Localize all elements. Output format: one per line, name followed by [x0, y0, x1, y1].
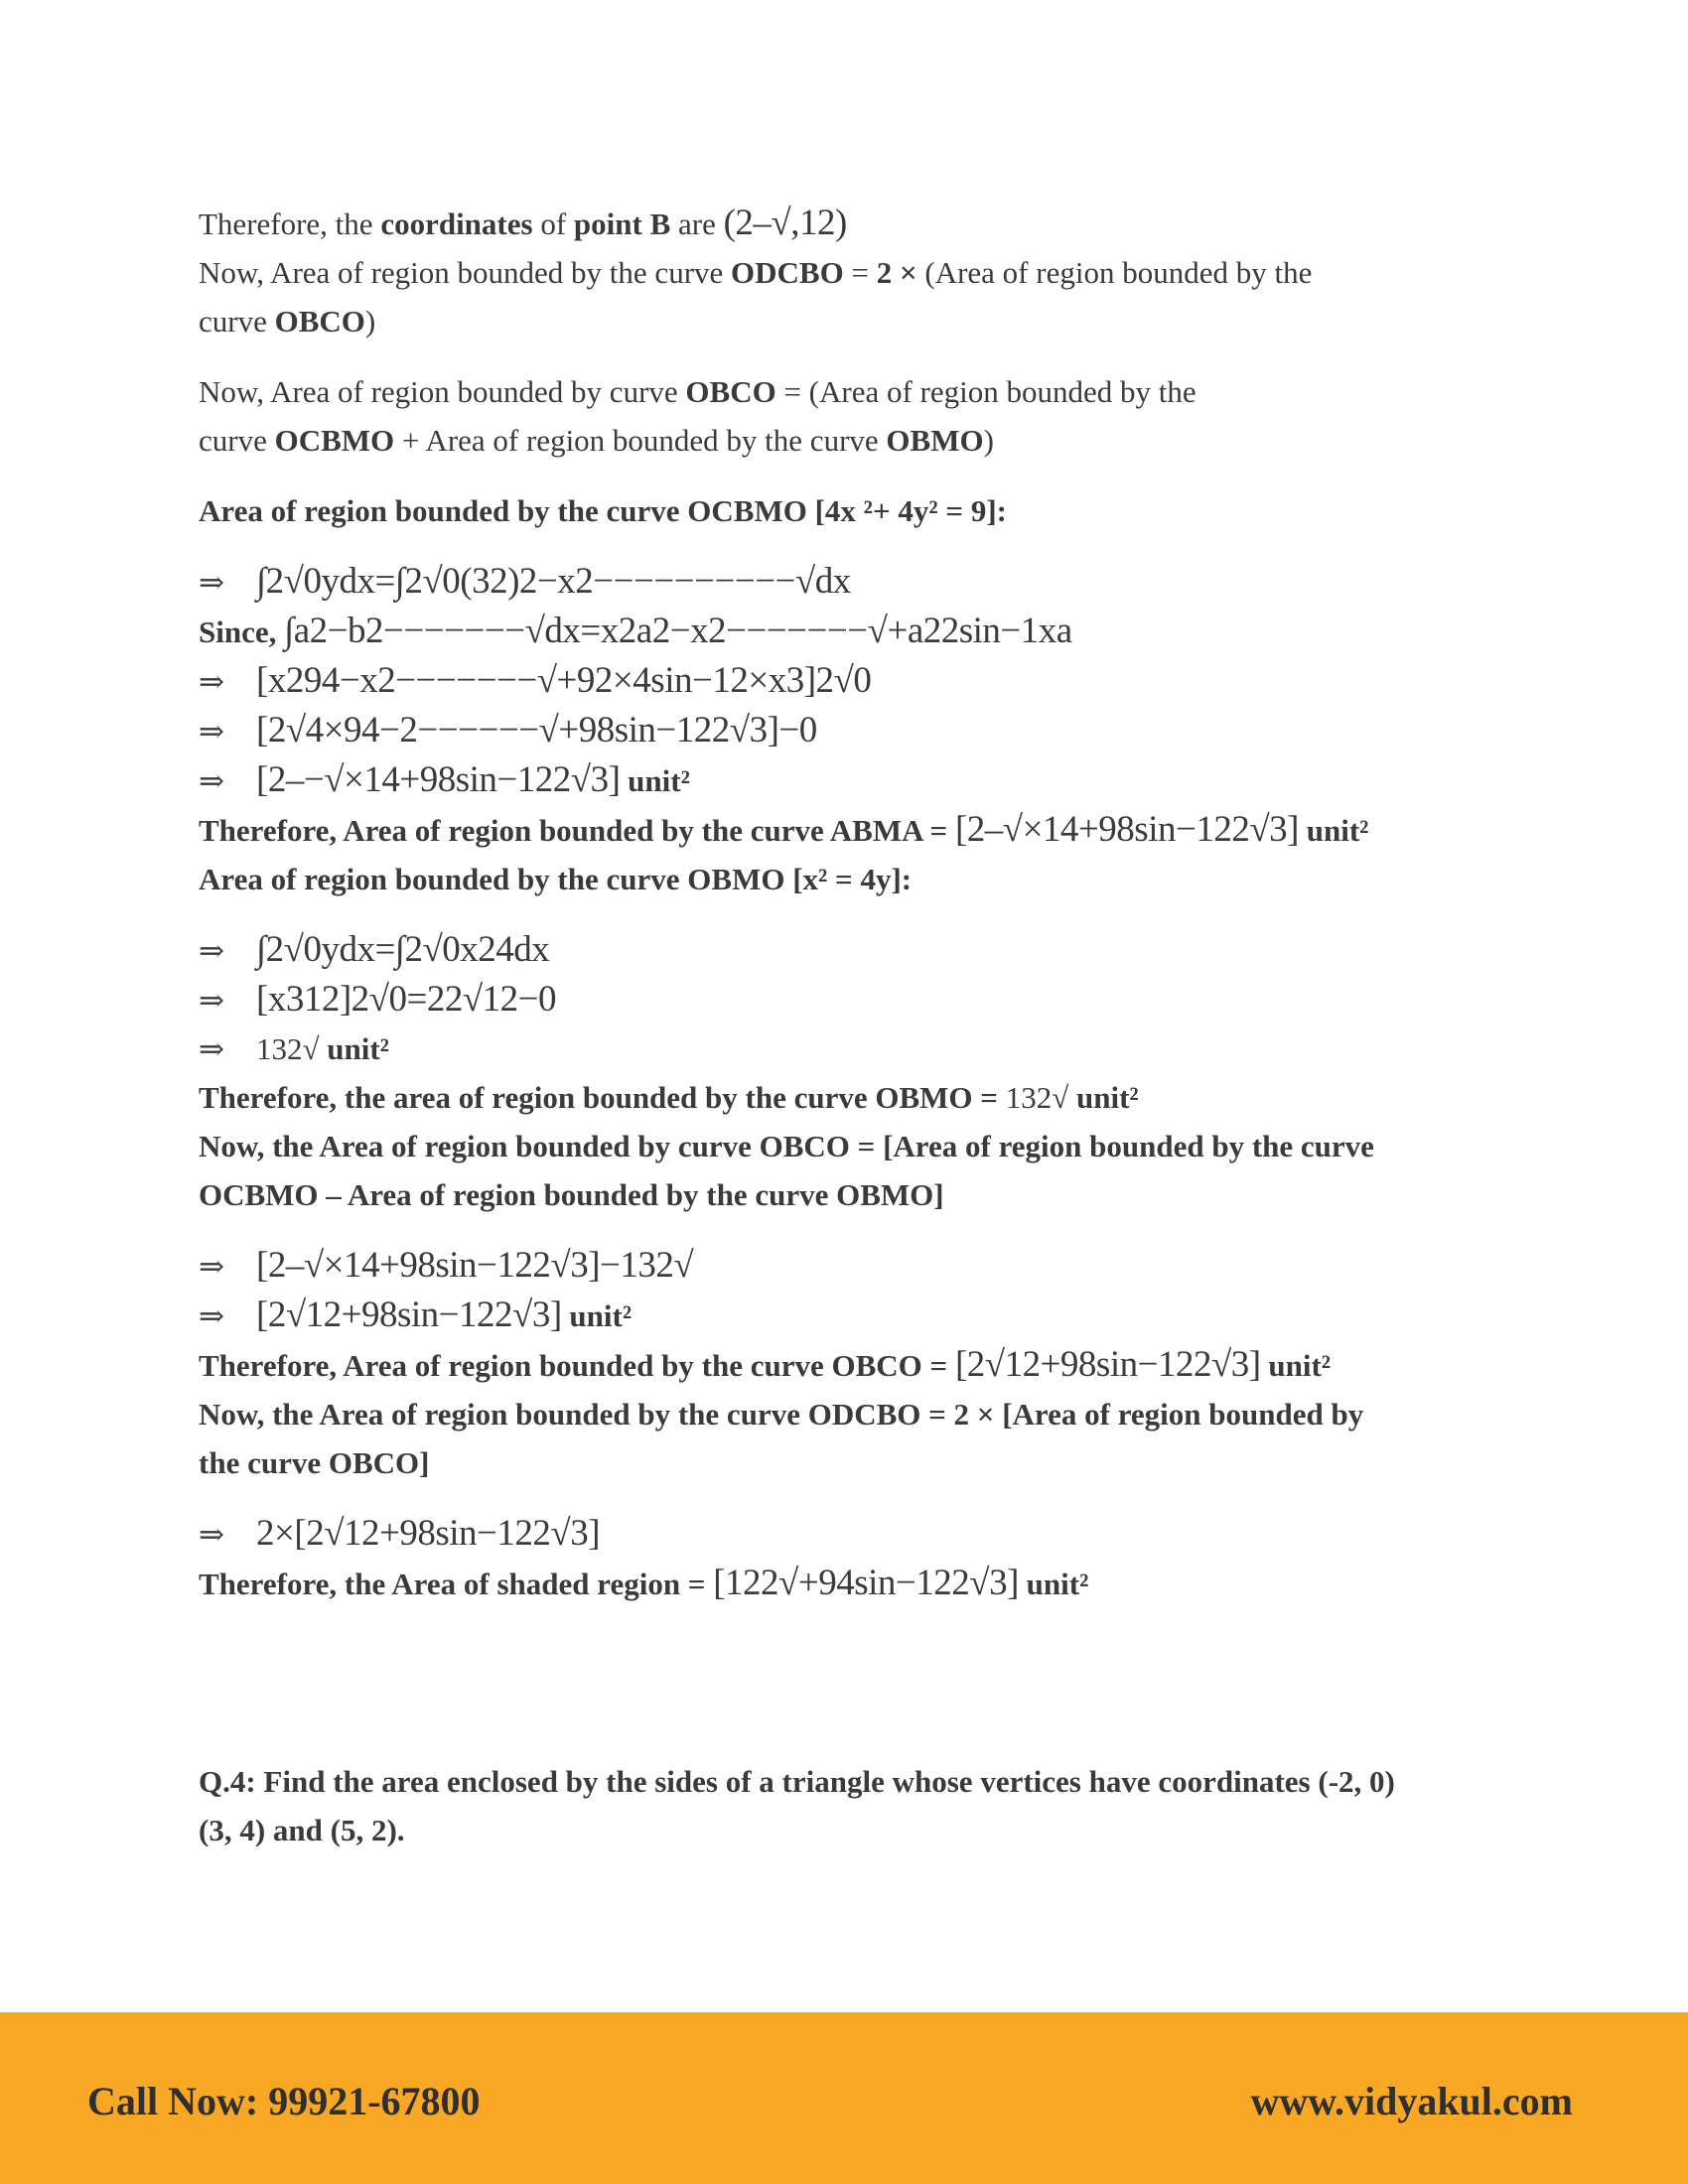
document-body: [199, 199, 1519, 1854]
math-expression: 132√: [256, 1031, 320, 1066]
text-line: [199, 199, 1519, 248]
section-heading: Area of region bounded by the curve OBMO [x² = 4y]:: [199, 862, 913, 896]
unit-label: unit²: [1018, 1567, 1089, 1601]
unit-label: unit²: [1068, 1080, 1139, 1115]
text: curve: [199, 304, 275, 339]
math-expression: [x312]2√0=22√12−0: [256, 979, 556, 1020]
math-step: [199, 557, 1519, 607]
math-expression: [2–−√×14+98sin−122√3]: [256, 759, 621, 800]
result-line: [199, 805, 1519, 855]
unit-label: unit²: [1298, 813, 1369, 848]
math-expression: [2–√×14+98sin−122√3]−132√: [256, 1245, 694, 1286]
footer-banner: [0, 2012, 1688, 2184]
since-label: Since,: [199, 614, 285, 649]
math-step: [199, 656, 1519, 706]
math-expression: ∫2√0ydx=∫2√0x24dx: [256, 929, 550, 970]
implies-arrow-icon: ⇒: [199, 983, 224, 1018]
question-line: (3, 4) and (5, 2).: [199, 1813, 405, 1847]
implies-arrow-icon: ⇒: [199, 933, 224, 968]
math-expression: 132√: [1005, 1080, 1069, 1115]
text-bold: OBCO: [274, 304, 365, 339]
result-line: [199, 1073, 1519, 1122]
text-bold: point B: [573, 206, 671, 241]
text-bold: Therefore, Area of region bounded by the curve ABMA =: [199, 813, 955, 848]
text: of: [532, 206, 574, 241]
math-expression: [2√4×94−2−−−−−−√+98sin−122√3]−0: [256, 710, 817, 751]
text: + Area of region bounded by the curve: [394, 423, 887, 458]
math-expression: [122√+94sin−122√3]: [713, 1563, 1019, 1603]
unit-label: unit²: [561, 1298, 633, 1333]
implies-arrow-icon: ⇒: [199, 565, 224, 600]
math-expression: [2–√×14+98sin−122√3]: [954, 809, 1299, 850]
math-step: [199, 1291, 1519, 1340]
text: are: [670, 206, 724, 241]
text-bold: OBCO: [685, 374, 776, 409]
text-line: [199, 248, 1519, 297]
website-link[interactable]: www.vidyakul.com: [1250, 2079, 1573, 2123]
unit-label: unit²: [620, 763, 690, 798]
text: Now, Area of region bounded by the curve: [199, 255, 732, 290]
text-line: [199, 297, 1519, 345]
math-expression: [2√12+98sin−122√3]: [256, 1295, 562, 1335]
math-step: [199, 1024, 1519, 1073]
result-line: [199, 1559, 1519, 1608]
text-bold: Therefore, the area of region bounded by the curve OBMO =: [199, 1080, 1006, 1115]
text-line: [199, 367, 1519, 416]
implies-arrow-icon: ⇒: [199, 664, 224, 699]
implies-arrow-icon: ⇒: [199, 1249, 224, 1284]
call-now-text: Call Now: 99921-67800: [87, 2079, 481, 2123]
math-step: [199, 755, 1519, 805]
math-expression: [2√12+98sin−122√3]: [954, 1344, 1261, 1385]
unit-label: unit²: [319, 1031, 389, 1066]
math-expression: (2–√,12): [723, 203, 847, 243]
unit-label: unit²: [1260, 1348, 1332, 1383]
math-step: [199, 706, 1519, 755]
text: = (Area of region bounded by the: [775, 374, 1196, 409]
paragraph-line: Now, the Area of region bounded by curve OBCO = [Area of region bounded by the curve: [199, 1129, 1374, 1163]
text-bold: Therefore, Area of region bounded by the curve OBCO =: [199, 1348, 955, 1383]
text: Now, Area of region bounded by curve: [199, 374, 686, 409]
math-expression: ∫a2−b2−−−−−−−√dx=x2a2−x2−−−−−−−√+a22sin−1xa: [284, 611, 1072, 651]
text: (Area of region bounded by the: [916, 255, 1313, 290]
text-bold: Therefore, the Area of shaded region =: [199, 1567, 714, 1601]
text-line: [199, 416, 1519, 465]
text: =: [843, 255, 877, 290]
text-bold: ODCBO: [731, 255, 844, 290]
text-bold: OCBMO: [274, 423, 395, 458]
text: curve: [199, 423, 275, 458]
paragraph-line: OCBMO – Area of region bounded by the curve OBMO]: [199, 1177, 944, 1212]
math-expression: [x294−x2−−−−−−−√+92×4sin−12×x3]2√0: [256, 660, 872, 701]
paragraph-line: the curve OBCO]: [199, 1445, 430, 1480]
implies-arrow-icon: ⇒: [199, 714, 224, 749]
result-line: [199, 1340, 1519, 1390]
text-bold: 2 ×: [876, 255, 917, 290]
math-step: [199, 1241, 1519, 1291]
math-step: [199, 1509, 1519, 1559]
math-expression: ∫2√0ydx=∫2√0(32)2−x2−−−−−−−−−−√dx: [256, 561, 851, 602]
text: ): [983, 423, 994, 458]
text: ): [364, 304, 376, 339]
section-heading: Area of region bounded by the curve OCBMO [4x ²+ 4y² = 9]:: [199, 493, 1007, 528]
implies-arrow-icon: ⇒: [199, 1298, 224, 1333]
math-step: [199, 607, 1519, 656]
text: Therefore, the: [199, 206, 381, 241]
implies-arrow-icon: ⇒: [199, 1031, 224, 1066]
implies-arrow-icon: ⇒: [199, 763, 224, 798]
paragraph-line: Now, the Area of region bounded by the curve ODCBO = 2 × [Area of region bounded by: [199, 1397, 1364, 1432]
text-bold: coordinates: [380, 206, 533, 241]
math-expression: 2×[2√12+98sin−122√3]: [256, 1513, 601, 1554]
question-line: Q.4: Find the area enclosed by the sides of a triangle whose vertices have coordinates (-2, 0): [199, 1764, 1395, 1799]
text-bold: OBMO: [886, 423, 984, 458]
math-step: [199, 925, 1519, 975]
math-step: [199, 975, 1519, 1024]
implies-arrow-icon: ⇒: [199, 1517, 224, 1552]
